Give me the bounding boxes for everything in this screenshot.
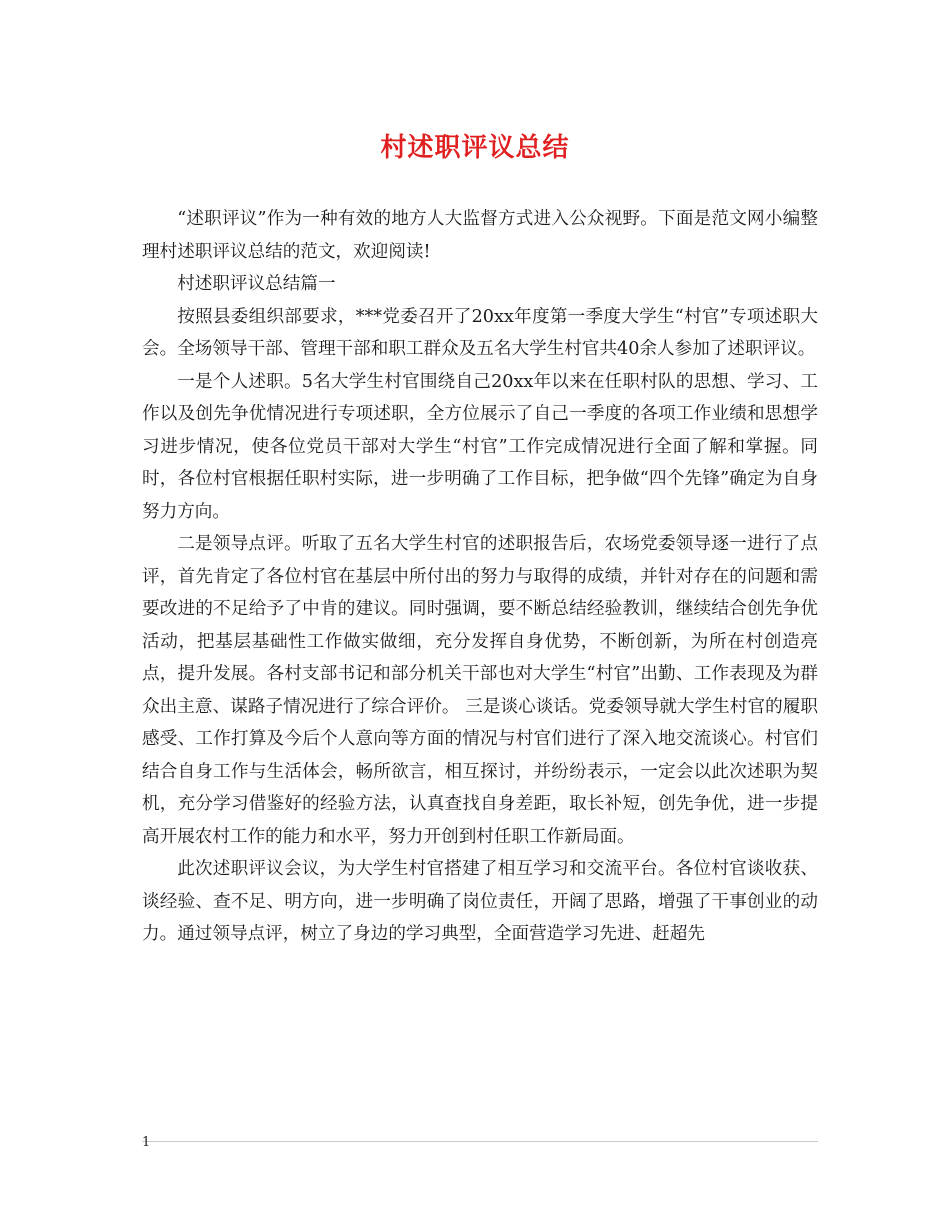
- paragraph: 按照县委组织部要求，***党委召开了20xx年度第一季度大学生“村官”专项述职大会。全场领导干部、管理干部和职工群众及五名大学生村官共40余人参加了述职评议。: [142, 306, 818, 359]
- paragraph: 一是个人述职。5名大学生村官围绕自己20xx年以来在任职村队的思想、学习、工作以及创先争优情况进行专项述职，全方位展示了自己一季度的各项工作业绩和思想学习进步情况，使各位党员干部对大学生“村官”工作完成情况进行全面了解和掌握。同时，各位村官根据任职村实际，进一步明确了工作目标，把争做“四个先锋”确定为自身努力方向。: [142, 371, 818, 522]
- paragraph: 此次述职评议会议，为大学生村官搭建了相互学习和交流平台。各位村官谈收获、谈经验、查不足、明方向，进一步明确了岗位责任，开阔了思路，增强了干事创业的动力。通过领导点评，树立了身边的学习典型，全面营造学习先进、赶超先: [142, 859, 818, 944]
- document-body: [142, 203, 818, 951]
- document-title: 村述职评议总结: [380, 133, 570, 163]
- footer-divider: [142, 1141, 818, 1142]
- section-heading: 村述职评议总结篇一: [177, 274, 336, 294]
- paragraph-intro: “述职评议”作为一种有效的地方人大监督方式进入公众视野。下面是范文网小编整理村述职评议总结的范文，欢迎阅读!: [142, 209, 818, 262]
- page-number: 1: [142, 1135, 151, 1150]
- paragraph: 二是领导点评。听取了五名大学生村官的述职报告后，农场党委领导逐一进行了点评，首先肯定了各位村官在基层中所付出的努力与取得的成绩，并针对存在的问题和需要改进的不足给予了中肯的建议。同时强调，要不断总结经验教训，继续结合创先争优活动，把基层基础性工作做实做细，充分发挥自身优势，不断创新，为所在村创造亮点，提升发展。各村支部书记和部分机关干部也对大学生“村官”出勤、工作表现及为群众出主意、谋路子情况进行了综合评价。 三是谈心谈话。党委领导就大学生村官的履职感受、工作打算及今后个人意向等方面的情况与村官们进行了深入地交流谈心。村官们结合自身工作与生活体会，畅所欲言，相互探讨，并纷纷表示，一定会以此次述职为契机，充分学习借鉴好的经验方法，认真查找自身差距，取长补短，创先争优，进一步提高开展农村工作的能力和水平，努力开创到村任职工作新局面。: [142, 534, 818, 847]
